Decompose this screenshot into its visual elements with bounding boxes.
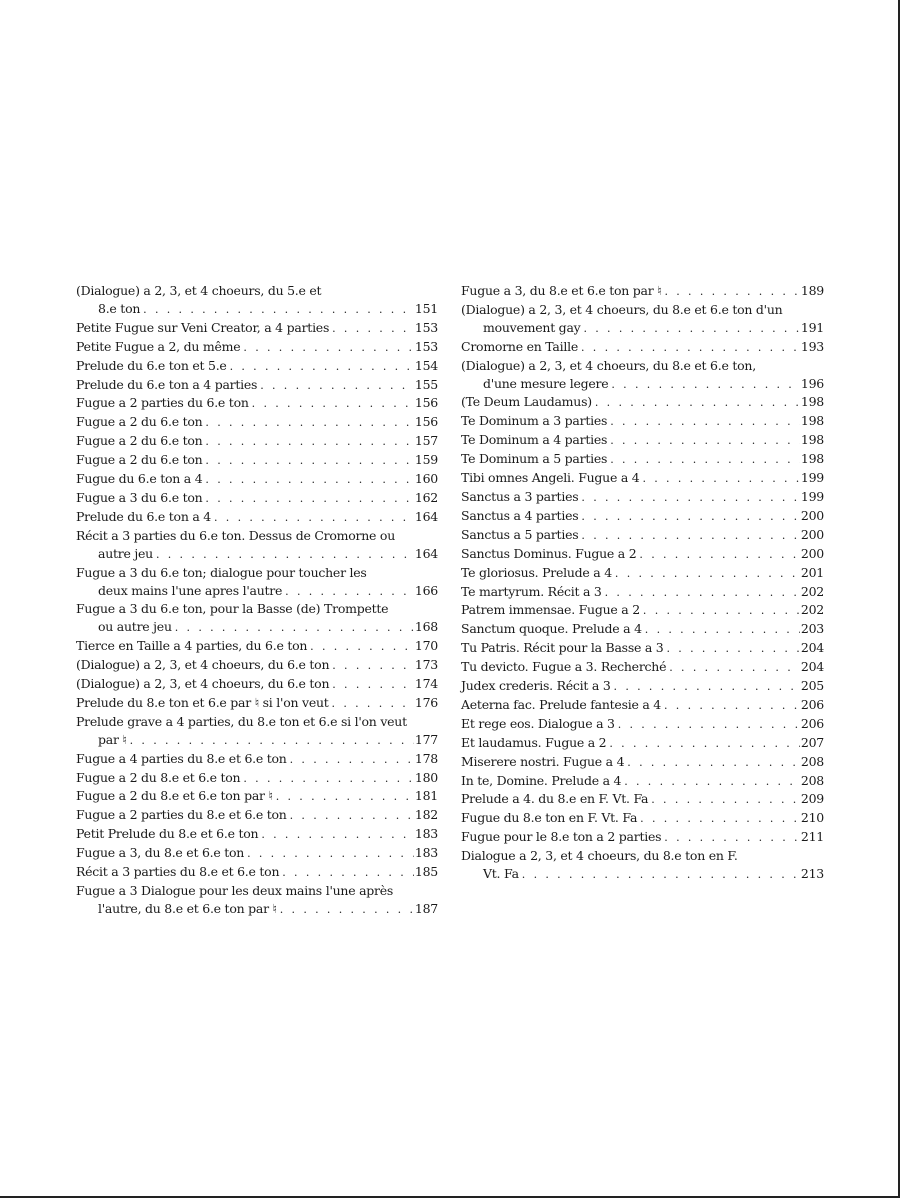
toc-entry-title: Fugue a 3 du 6.e ton bbox=[76, 489, 203, 505]
toc-entry-title: Te gloriosus. Prelude a 4 bbox=[461, 564, 612, 580]
toc-page-number: 203 bbox=[800, 621, 824, 637]
toc-page-number: 164 bbox=[414, 508, 438, 524]
toc-entry bbox=[461, 450, 824, 469]
dot-leader bbox=[143, 301, 414, 319]
toc-page-number: 176 bbox=[414, 694, 438, 710]
toc-entry bbox=[461, 658, 824, 677]
toc-entry bbox=[461, 488, 824, 507]
dot-leader bbox=[664, 283, 799, 301]
toc-entry bbox=[461, 809, 824, 828]
toc-entry bbox=[461, 412, 824, 431]
toc-entry-title: Fugue a 3 Dialogue pour les deux mains l'une après bbox=[76, 883, 394, 898]
toc-entry-title: Sanctus a 3 parties bbox=[461, 488, 579, 504]
dot-leader bbox=[609, 735, 800, 753]
toc-entry bbox=[76, 394, 438, 413]
toc-entry-title: Fugue pour le 8.e ton a 2 parties bbox=[461, 829, 662, 845]
dot-leader bbox=[645, 621, 800, 639]
dot-leader bbox=[282, 864, 414, 882]
toc-entry bbox=[461, 753, 824, 772]
dot-leader bbox=[130, 732, 414, 750]
toc-entry bbox=[76, 787, 438, 806]
toc-entry-title: Te Dominum a 4 parties bbox=[461, 432, 608, 448]
toc-page-number: 199 bbox=[800, 470, 824, 486]
toc-entry-title: Te Dominum a 5 parties bbox=[461, 451, 608, 467]
toc-page-number: 198 bbox=[800, 432, 824, 448]
toc-entry-title: Fugue du 6.e ton a 4 bbox=[76, 471, 203, 487]
toc-entry bbox=[461, 620, 824, 639]
toc-entry-title: Dialogue a 2, 3, et 4 choeurs, du 8.e ton en F. bbox=[461, 848, 738, 864]
toc-page-number: 201 bbox=[800, 564, 824, 580]
toc-entry bbox=[76, 489, 438, 508]
toc-entry bbox=[461, 526, 824, 545]
dot-leader bbox=[669, 659, 800, 677]
dot-leader bbox=[610, 432, 800, 450]
toc-entry-title: (Dialogue) a 2, 3, et 4 choeurs, du 6.e ton bbox=[76, 657, 330, 673]
dot-leader bbox=[651, 791, 800, 809]
dot-leader bbox=[230, 358, 414, 376]
dot-leader bbox=[175, 619, 414, 637]
toc-entry-title: 8.e ton bbox=[98, 300, 141, 316]
toc-entry bbox=[76, 694, 438, 713]
toc-entry-title: mouvement gay bbox=[483, 319, 581, 335]
dot-leader bbox=[290, 807, 414, 825]
toc-entry-title: Prelude du 6.e ton a 4 bbox=[76, 508, 211, 524]
toc-entry-title: Tu Patris. Récit pour la Basse a 3 bbox=[461, 640, 664, 656]
dot-leader bbox=[614, 678, 800, 696]
toc-entry bbox=[76, 882, 438, 919]
toc-entry bbox=[461, 639, 824, 658]
toc-entry-title: Tibi omnes Angeli. Fugue a 4 bbox=[461, 470, 640, 486]
dot-leader bbox=[583, 320, 799, 338]
dot-leader bbox=[276, 788, 414, 806]
dot-leader bbox=[627, 754, 800, 772]
toc-page-number: 202 bbox=[800, 602, 824, 618]
toc-entry-title: Fugue a 2 du 8.e et 6.e ton par ♮ bbox=[76, 788, 273, 804]
toc-entry bbox=[461, 545, 824, 564]
toc-page-number: 185 bbox=[414, 864, 438, 880]
toc-entry bbox=[76, 600, 438, 637]
toc-entry-title: Prelude a 4. du 8.e en F. Vt. Fa bbox=[461, 791, 649, 807]
toc-entry bbox=[461, 431, 824, 450]
toc-page-number: 193 bbox=[800, 338, 824, 354]
toc-entry bbox=[76, 564, 438, 601]
toc-entry bbox=[76, 713, 438, 750]
toc-entry-title: (Te Deum Laudamus) bbox=[461, 394, 592, 410]
toc-entry bbox=[76, 357, 438, 376]
toc-entry bbox=[76, 527, 438, 564]
toc-entry-title: Patrem immensae. Fugue a 2 bbox=[461, 602, 640, 618]
toc-entry-title: autre jeu bbox=[98, 545, 153, 561]
toc-entry-title: ou autre jeu bbox=[98, 619, 172, 635]
toc-entry-title: par ♮ bbox=[98, 731, 127, 747]
toc-entry-title: Fugue a 3, du 8.e et 6.e ton par ♮ bbox=[461, 283, 662, 298]
dot-leader bbox=[618, 716, 800, 734]
toc-entry-title: Fugue a 2 du 6.e ton bbox=[76, 414, 203, 430]
toc-entry-title: Fugue a 2 du 6.e ton bbox=[76, 433, 203, 449]
toc-entry-title: Fugue a 2 parties du 8.e et 6.e ton bbox=[76, 807, 287, 823]
dot-leader bbox=[605, 584, 800, 602]
toc-entry bbox=[76, 338, 438, 357]
dot-leader bbox=[205, 490, 413, 508]
toc-page-number: 168 bbox=[414, 619, 438, 635]
toc-page-number: 151 bbox=[414, 300, 438, 316]
toc-entry bbox=[76, 844, 438, 863]
toc-page-number: 166 bbox=[414, 582, 438, 598]
toc-entry-title: Fugue a 4 parties du 8.e et 6.e ton bbox=[76, 750, 287, 766]
toc-column-left bbox=[76, 282, 438, 919]
toc-entry bbox=[461, 564, 824, 583]
toc-entry-title: l'autre, du 8.e et 6.e ton par ♮ bbox=[98, 900, 277, 916]
toc-page-number: 206 bbox=[800, 696, 824, 712]
toc-entry-title: Prelude du 6.e ton a 4 parties bbox=[76, 376, 258, 392]
toc-page-number: 189 bbox=[800, 283, 824, 298]
toc-entry-title: Fugue a 3 du 6.e ton, pour la Basse (de) Trompette bbox=[76, 601, 389, 617]
toc-entry-title: Te martyrum. Récit a 3 bbox=[461, 583, 602, 599]
toc-entry bbox=[461, 507, 824, 526]
toc-page-number: 157 bbox=[414, 433, 438, 449]
toc-entry bbox=[461, 393, 824, 412]
toc-entry bbox=[76, 825, 438, 844]
toc-entry-title: Sanctus a 5 parties bbox=[461, 526, 579, 542]
toc-entry-title: Sanctus Dominus. Fugue a 2 bbox=[461, 545, 637, 561]
dot-leader bbox=[247, 845, 414, 863]
toc-entry-title: Petite Fugue a 2, du même bbox=[76, 338, 241, 354]
toc-entry bbox=[461, 696, 824, 715]
dot-leader bbox=[615, 565, 800, 583]
toc-page-number: 200 bbox=[800, 507, 824, 523]
toc-entry bbox=[461, 847, 824, 884]
dot-leader bbox=[624, 773, 800, 791]
toc-entry-title: Récit a 3 parties du 6.e ton. Dessus de Cromorne ou bbox=[76, 527, 395, 543]
toc-entry-title: Fugue a 2 du 8.e et 6.e ton bbox=[76, 769, 241, 785]
toc-page-number: 164 bbox=[414, 545, 438, 561]
toc-entry bbox=[461, 301, 824, 338]
toc-page-number: 207 bbox=[800, 734, 824, 750]
toc-entry-title: Tierce en Taille a 4 parties, du 6.e ton bbox=[76, 638, 308, 654]
dot-leader bbox=[243, 339, 413, 357]
toc-entry-title: Judex crederis. Récit a 3 bbox=[461, 678, 611, 694]
toc-entry bbox=[461, 772, 824, 791]
dot-leader bbox=[332, 320, 414, 338]
dot-leader bbox=[581, 339, 800, 357]
toc-page-number: 204 bbox=[800, 640, 824, 656]
toc-entry-title: Fugue a 3 du 6.e ton; dialogue pour toucher les bbox=[76, 564, 367, 580]
toc-entry-title: Fugue a 2 parties du 6.e ton bbox=[76, 395, 249, 411]
toc-entry-title: Fugue du 8.e ton en F. Vt. Fa bbox=[461, 810, 638, 826]
toc-entry-title: Petit Prelude du 8.e et 6.e ton bbox=[76, 826, 259, 842]
dot-leader bbox=[581, 527, 799, 545]
toc-entry bbox=[76, 413, 438, 432]
toc-page-number: 200 bbox=[800, 545, 824, 561]
toc-entry-title: (Dialogue) a 2, 3, et 4 choeurs, du 8.e et 6.e ton, bbox=[461, 357, 756, 373]
toc-entry bbox=[76, 282, 438, 319]
toc-entry-title: Aeterna fac. Prelude fantesie a 4 bbox=[461, 696, 661, 712]
dot-leader bbox=[640, 810, 800, 828]
dot-leader bbox=[205, 414, 413, 432]
toc-entry-title: (Dialogue) a 2, 3, et 4 choeurs, du 8.e et 6.e ton d'un bbox=[461, 301, 783, 317]
toc-page-number: 156 bbox=[414, 395, 438, 411]
toc-page-number: 180 bbox=[414, 769, 438, 785]
toc-entry bbox=[76, 675, 438, 694]
toc-entry bbox=[461, 734, 824, 753]
dot-leader bbox=[261, 826, 414, 844]
toc-page-number: 202 bbox=[800, 583, 824, 599]
toc-page-number: 173 bbox=[414, 657, 438, 673]
dot-leader bbox=[332, 676, 414, 694]
toc-entry bbox=[76, 508, 438, 527]
toc-page-number: 153 bbox=[414, 338, 438, 354]
dot-leader bbox=[642, 470, 799, 488]
toc-page-number: 208 bbox=[800, 753, 824, 769]
toc-entry-title: Prelude grave a 4 parties, du 8.e ton et 6.e si l'on veut bbox=[76, 713, 407, 729]
toc-page-number: 198 bbox=[800, 451, 824, 467]
toc-entry-title: Fugue a 2 du 6.e ton bbox=[76, 452, 203, 468]
toc-page-number: 191 bbox=[800, 319, 824, 335]
dot-leader bbox=[643, 602, 800, 620]
toc-page-number: 200 bbox=[800, 526, 824, 542]
toc-page-number: 170 bbox=[414, 638, 438, 654]
toc-page-number: 196 bbox=[800, 375, 824, 391]
toc-entry-title: In te, Domine. Prelude a 4 bbox=[461, 772, 622, 788]
toc-page-number: 183 bbox=[414, 845, 438, 861]
toc-entry bbox=[461, 601, 824, 620]
toc-page-number: 155 bbox=[414, 376, 438, 392]
toc-entry bbox=[461, 828, 824, 847]
dot-leader bbox=[581, 489, 799, 507]
toc-page-number: 198 bbox=[800, 394, 824, 410]
toc-entry-title: Prelude du 6.e ton et 5.e bbox=[76, 357, 227, 373]
toc-page-number: 162 bbox=[414, 489, 438, 505]
dot-leader bbox=[639, 546, 799, 564]
toc-entry bbox=[76, 656, 438, 675]
toc-page-number: 154 bbox=[414, 357, 438, 373]
toc-entry bbox=[76, 863, 438, 882]
toc-page-number: 205 bbox=[800, 678, 824, 694]
toc-entry bbox=[461, 677, 824, 696]
toc-entry bbox=[461, 715, 824, 734]
toc-entry-title: Et laudamus. Fugue a 2 bbox=[461, 734, 607, 750]
toc-entry-title: Tu devicto. Fugue a 3. Recherché bbox=[461, 659, 667, 675]
toc-entry-title: Petite Fugue sur Veni Creator, a 4 parties bbox=[76, 319, 330, 335]
dot-leader bbox=[581, 508, 799, 526]
dot-leader bbox=[214, 509, 414, 527]
toc-entry-title: Et rege eos. Dialogue a 3 bbox=[461, 715, 615, 731]
toc-entry-title: Récit a 3 parties du 8.e et 6.e ton bbox=[76, 864, 280, 880]
dot-leader bbox=[285, 583, 414, 601]
toc-entry bbox=[76, 769, 438, 788]
dot-leader bbox=[243, 770, 414, 788]
toc-page-number: 182 bbox=[414, 807, 438, 823]
toc-page-number: 160 bbox=[414, 471, 438, 487]
toc-entry-title: Miserere nostri. Fugue a 4 bbox=[461, 753, 625, 769]
dot-leader bbox=[664, 829, 800, 847]
toc-entry-title: Sanctus a 4 parties bbox=[461, 507, 579, 523]
dot-leader bbox=[260, 377, 414, 395]
toc-page-number: 159 bbox=[414, 452, 438, 468]
toc-page-number: 211 bbox=[800, 829, 824, 845]
toc-entry bbox=[76, 376, 438, 395]
dot-leader bbox=[280, 901, 414, 919]
dot-leader bbox=[332, 695, 414, 713]
toc-entry bbox=[76, 806, 438, 825]
dot-leader bbox=[667, 640, 800, 658]
toc-entry-title: Prelude du 8.e ton et 6.e par ♮ si l'on veut bbox=[76, 694, 329, 710]
toc-entry-title: Te Dominum a 3 parties bbox=[461, 413, 608, 429]
dot-leader bbox=[522, 866, 800, 884]
toc-entry bbox=[76, 470, 438, 489]
dot-leader bbox=[205, 433, 413, 451]
toc-page-number: 174 bbox=[414, 676, 438, 692]
toc-entry bbox=[461, 357, 824, 394]
toc-page-number: 178 bbox=[414, 750, 438, 766]
toc-entry-title: d'une mesure legere bbox=[483, 375, 609, 391]
toc-entry bbox=[461, 282, 824, 301]
dot-leader bbox=[252, 395, 414, 413]
toc-entry bbox=[76, 451, 438, 470]
toc-entry-title: Fugue a 3, du 8.e et 6.e ton bbox=[76, 845, 245, 861]
toc-entry bbox=[76, 432, 438, 451]
toc-entry bbox=[76, 637, 438, 656]
toc-entry bbox=[461, 338, 824, 357]
toc-entry bbox=[461, 790, 824, 809]
dot-leader bbox=[205, 452, 413, 470]
dot-leader bbox=[290, 751, 414, 769]
toc-page-number: 177 bbox=[414, 731, 438, 747]
toc-page-number: 199 bbox=[800, 488, 824, 504]
toc-column-right bbox=[461, 282, 824, 884]
toc-entry-title: Cromorne en Taille bbox=[461, 338, 578, 354]
toc-entry bbox=[461, 469, 824, 488]
toc-page-number: 206 bbox=[800, 715, 824, 731]
toc-page-number: 156 bbox=[414, 414, 438, 430]
toc-entry bbox=[76, 319, 438, 338]
dot-leader bbox=[610, 451, 800, 469]
toc-entry-title: Sanctum quoque. Prelude a 4 bbox=[461, 621, 642, 637]
toc-page-number: 210 bbox=[800, 810, 824, 826]
dot-leader bbox=[332, 657, 414, 675]
toc-entry-title: deux mains l'une apres l'autre bbox=[98, 582, 283, 598]
toc-entry-title: Vt. Fa bbox=[483, 866, 519, 882]
toc-page-number: 208 bbox=[800, 772, 824, 788]
dot-leader bbox=[205, 471, 413, 489]
dot-leader bbox=[595, 394, 800, 412]
toc-entry-title: (Dialogue) a 2, 3, et 4 choeurs, du 5.e et bbox=[76, 283, 322, 298]
toc-entry-title: (Dialogue) a 2, 3, et 4 choeurs, du 6.e ton bbox=[76, 676, 330, 692]
toc-entry bbox=[461, 583, 824, 602]
dot-leader bbox=[610, 413, 800, 431]
toc-page-number: 213 bbox=[800, 866, 824, 882]
toc-entry bbox=[76, 750, 438, 769]
toc-page-number: 209 bbox=[800, 791, 824, 807]
toc-page-number: 198 bbox=[800, 413, 824, 429]
toc-page-number: 181 bbox=[414, 788, 438, 804]
toc-page-number: 153 bbox=[414, 319, 438, 335]
dot-leader bbox=[310, 638, 414, 656]
toc-page-number: 183 bbox=[414, 826, 438, 842]
dot-leader bbox=[664, 697, 800, 715]
dot-leader bbox=[156, 546, 414, 564]
toc-page-number: 204 bbox=[800, 659, 824, 675]
dot-leader bbox=[611, 376, 800, 394]
toc-page-number: 187 bbox=[414, 900, 438, 916]
